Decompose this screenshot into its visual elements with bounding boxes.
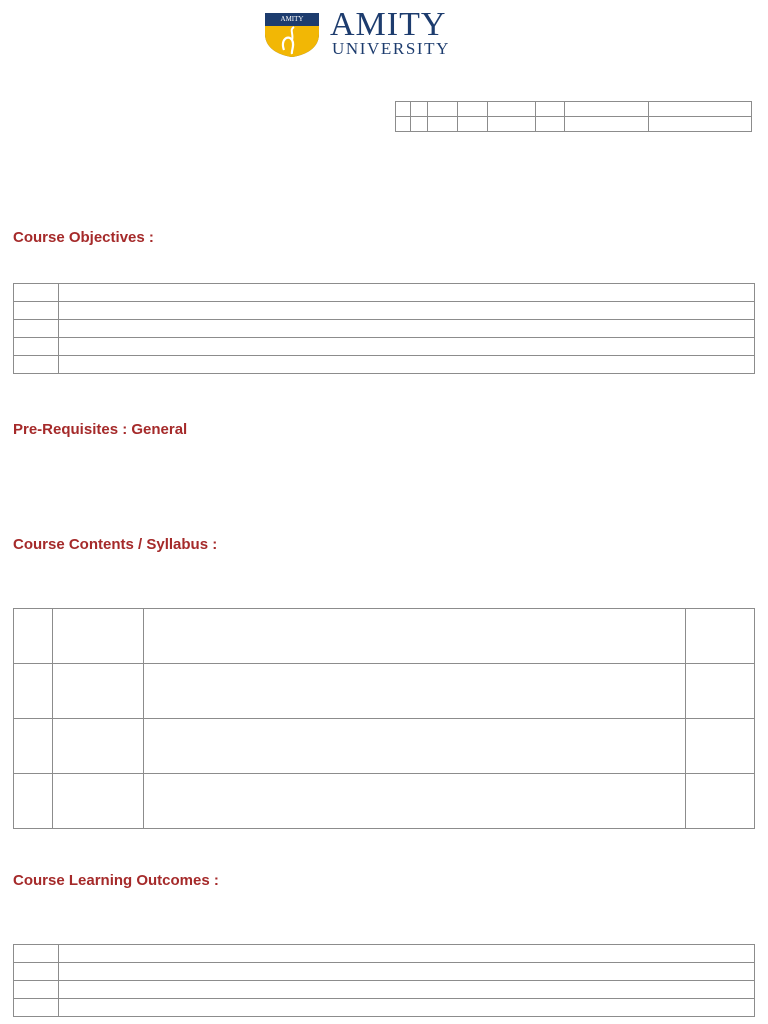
table-cell xyxy=(686,609,755,664)
table-cell xyxy=(14,609,53,664)
logo-subtitle: UNIVERSITY xyxy=(332,39,450,58)
table-cell xyxy=(686,664,755,719)
course-objectives-table xyxy=(13,283,755,374)
table-cell xyxy=(59,338,755,356)
table-cell xyxy=(488,117,536,132)
table-cell xyxy=(53,719,144,774)
syllabus-table xyxy=(13,608,755,829)
table-cell xyxy=(14,981,59,999)
course-objectives-heading: Course Objectives : xyxy=(13,229,154,246)
table-cell xyxy=(59,302,755,320)
table-cell xyxy=(59,945,755,963)
table-cell xyxy=(14,999,59,1017)
pre-requisites-heading: Pre-Requisites : General xyxy=(13,421,188,438)
table-cell xyxy=(536,117,565,132)
course-info-table xyxy=(395,101,752,132)
table-cell xyxy=(59,284,755,302)
table-cell xyxy=(488,102,536,117)
amity-logo xyxy=(262,6,508,60)
table-cell xyxy=(565,102,649,117)
table-cell xyxy=(428,102,458,117)
table-cell xyxy=(144,719,686,774)
table-cell xyxy=(686,774,755,829)
table-cell xyxy=(14,963,59,981)
table-cell xyxy=(144,609,686,664)
table-cell xyxy=(536,102,565,117)
table-cell xyxy=(59,320,755,338)
table-cell xyxy=(144,774,686,829)
table-cell xyxy=(14,664,53,719)
table-cell xyxy=(396,117,411,132)
table-cell xyxy=(144,664,686,719)
table-cell xyxy=(458,117,488,132)
table-cell xyxy=(14,774,53,829)
table-cell xyxy=(14,945,59,963)
table-cell xyxy=(649,102,752,117)
table-cell xyxy=(53,664,144,719)
course-contents-heading: Course Contents / Syllabus : xyxy=(13,536,218,553)
table-cell xyxy=(14,302,59,320)
table-cell xyxy=(14,719,53,774)
amity-shield-icon xyxy=(262,10,322,58)
table-cell xyxy=(14,338,59,356)
svg-text:AMITY: AMITY xyxy=(280,15,304,23)
table-cell xyxy=(53,609,144,664)
table-cell xyxy=(428,117,458,132)
table-cell xyxy=(59,356,755,374)
table-cell xyxy=(686,719,755,774)
table-cell xyxy=(411,117,428,132)
table-cell xyxy=(53,774,144,829)
table-cell xyxy=(649,117,752,132)
table-cell xyxy=(458,102,488,117)
table-cell xyxy=(411,102,428,117)
learning-outcomes-heading: Course Learning Outcomes : xyxy=(13,872,219,889)
table-cell xyxy=(14,284,59,302)
table-cell xyxy=(59,981,755,999)
learning-outcomes-table xyxy=(13,944,755,1017)
table-cell xyxy=(14,356,59,374)
table-cell xyxy=(14,320,59,338)
table-cell xyxy=(59,963,755,981)
table-cell xyxy=(565,117,649,132)
table-cell xyxy=(59,999,755,1017)
table-cell xyxy=(396,102,411,117)
logo-name: AMITY xyxy=(330,6,447,43)
